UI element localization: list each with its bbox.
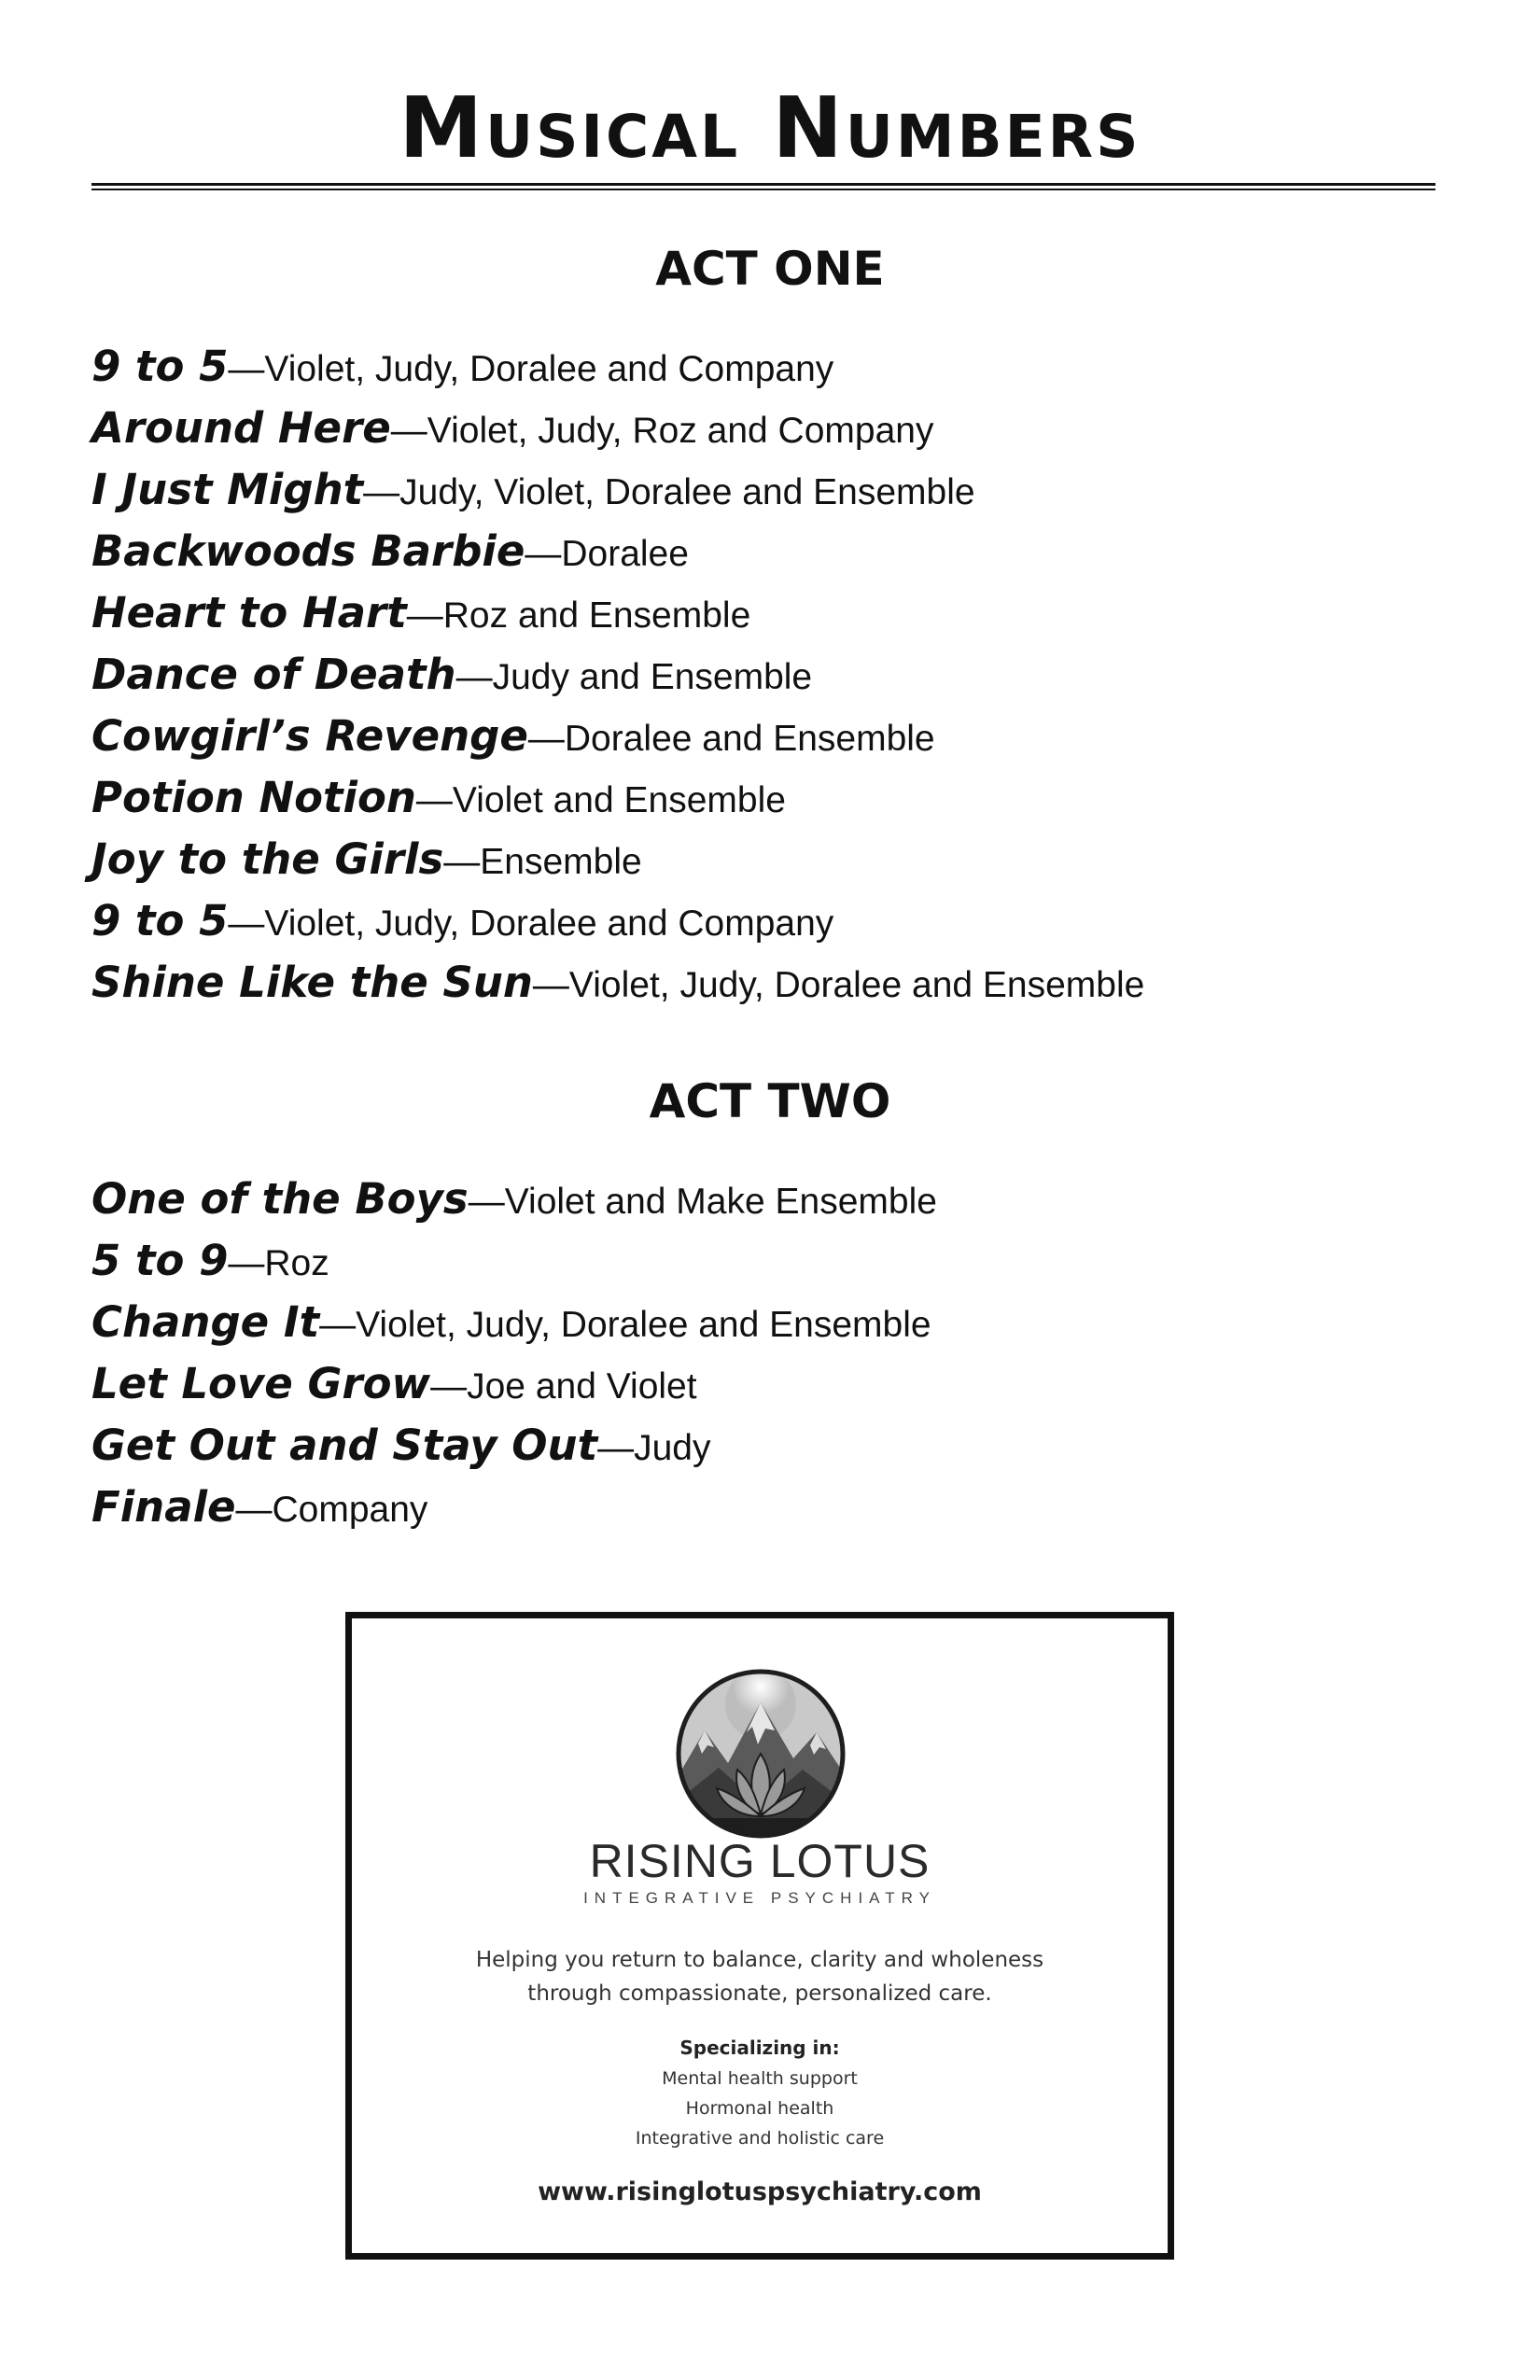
ad-specialty-item: Hormonal health <box>685 2098 834 2119</box>
lotus-mountain-logo-icon <box>672 1665 849 1842</box>
song-title: Get Out and Stay Out <box>91 1421 598 1470</box>
ad-specializing-heading: Specializing in: <box>679 2037 840 2059</box>
ad-tagline-line: through compassionate, personalized care. <box>527 1981 992 2006</box>
song-item <box>91 398 1144 459</box>
song-item <box>91 829 1144 890</box>
song-item <box>91 767 1144 829</box>
song-title: Backwoods Barbie <box>91 526 525 576</box>
song-performers: Doralee and Ensemble <box>564 719 935 759</box>
ad-tagline <box>352 1943 1168 2010</box>
song-performers: Doralee <box>561 534 689 574</box>
act-one-heading: ACT ONE <box>655 242 885 296</box>
song-separator: — <box>228 1243 265 1283</box>
song-performers: Violet, Judy, Doralee and Company <box>264 903 834 944</box>
song-title: 9 to 5 <box>91 896 229 945</box>
song-performers: Judy and Ensemble <box>492 657 813 697</box>
title-divider-bottom <box>91 189 1435 190</box>
song-performers: Violet, Judy, Doralee and Ensemble <box>356 1305 931 1345</box>
song-performers: Roz <box>264 1243 329 1283</box>
song-item <box>91 1292 937 1353</box>
song-separator: — <box>319 1305 357 1345</box>
ad-website-url: www.risinglotuspsychiatry.com <box>538 2177 982 2206</box>
song-title: Dance of Death <box>91 650 456 699</box>
song-title: Let Love Grow <box>91 1359 431 1408</box>
act-one-song-list <box>91 336 1144 1014</box>
song-item <box>91 1169 937 1230</box>
song-title: I Just Might <box>91 465 364 514</box>
song-title: Heart to Hart <box>91 588 407 637</box>
song-separator: — <box>406 595 443 636</box>
song-item <box>91 582 1144 644</box>
song-separator: — <box>235 1490 273 1530</box>
song-performers: Violet, Judy, Doralee and Ensemble <box>568 965 1145 1005</box>
song-performers: Violet and Ensemble <box>452 780 786 820</box>
song-separator: — <box>455 657 493 697</box>
song-separator: — <box>468 1182 505 1222</box>
song-separator: — <box>597 1428 635 1468</box>
song-item <box>91 1477 937 1538</box>
song-item <box>91 706 1144 767</box>
song-separator: — <box>390 411 427 451</box>
song-performers: Judy <box>634 1428 711 1468</box>
ad-tagline-line: Helping you return to balance, clarity and wholeness <box>475 1948 1044 1972</box>
song-separator: — <box>430 1366 468 1407</box>
song-item <box>91 1230 937 1292</box>
page-title: Musical Numbers <box>399 79 1141 177</box>
song-performers: Violet, Judy, Roz and Company <box>427 411 934 451</box>
song-item <box>91 521 1144 582</box>
song-performers: Ensemble <box>480 842 642 882</box>
song-title: Around Here <box>91 403 391 453</box>
song-item <box>91 644 1144 706</box>
song-title: Shine Like the Sun <box>91 958 533 1007</box>
song-title: One of the Boys <box>91 1174 469 1224</box>
song-separator: — <box>415 780 453 820</box>
song-item <box>91 952 1144 1014</box>
song-performers: Violet, Judy, Doralee and Company <box>264 349 834 389</box>
ad-brand-subtitle: INTEGRATIVE PSYCHIATRY <box>583 1889 936 1907</box>
song-separator: — <box>228 349 265 389</box>
song-title: Change It <box>91 1297 320 1347</box>
act-two-heading: ACT TWO <box>649 1074 891 1128</box>
song-title: Cowgirl’s Revenge <box>91 711 528 761</box>
song-separator: — <box>532 965 569 1005</box>
song-separator: — <box>525 534 562 574</box>
ad-specialty-item: Mental health support <box>662 2068 858 2089</box>
song-item <box>91 336 1144 398</box>
song-title: Potion Notion <box>91 773 416 822</box>
song-performers: Judy, Violet, Doralee and Ensemble <box>399 472 975 512</box>
song-item <box>91 890 1144 952</box>
song-separator: — <box>363 472 400 512</box>
song-title: 5 to 9 <box>91 1236 229 1285</box>
song-performers: Joe and Violet <box>467 1366 697 1407</box>
song-title: 9 to 5 <box>91 342 229 391</box>
song-separator: — <box>228 903 265 944</box>
song-title: Finale <box>91 1482 236 1532</box>
song-separator: — <box>527 719 565 759</box>
song-item <box>91 1415 937 1477</box>
rising-lotus-advertisement <box>345 1612 1174 2260</box>
act-two-song-list <box>91 1169 937 1538</box>
song-performers: Roz and Ensemble <box>442 595 751 636</box>
song-performers: Company <box>272 1490 428 1530</box>
ad-brand-name: RISING LOTUS <box>589 1835 931 1887</box>
song-performers: Violet and Make Ensemble <box>504 1182 937 1222</box>
song-title: Joy to the Girls <box>91 834 444 884</box>
song-item <box>91 459 1144 521</box>
title-divider-top <box>91 183 1435 186</box>
song-separator: — <box>443 842 481 882</box>
ad-specialty-item: Integrative and holistic care <box>635 2128 885 2149</box>
ad-specialties-list <box>352 2064 1168 2153</box>
song-item <box>91 1353 937 1415</box>
